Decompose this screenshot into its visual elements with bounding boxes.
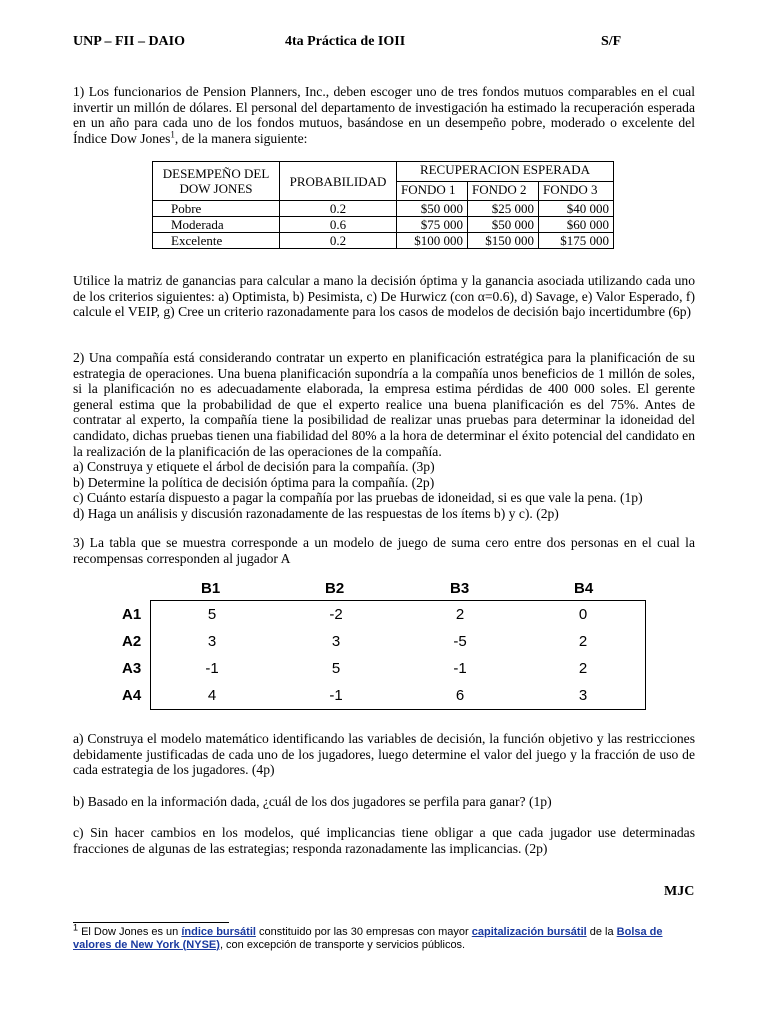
- footnote-text: constituido por las 30 empresas con mayor: [255, 926, 472, 938]
- col-header: B2: [325, 580, 345, 597]
- list-item: d) Haga un análisis y discusión razonadamente de las respuestas de los ítems b) y c). (2p): [73, 505, 559, 521]
- header-course: UNP – FII – DAIO: [73, 34, 186, 49]
- group-header: RECUPERACION ESPERADA: [397, 162, 614, 182]
- q1-intro-text: 1) Los funcionarios de Pension Planners, Inc., deben escoger uno de tres fondos mutuos comparables en el cual invertir un millón de dólares. El personal del departamento de investigación ha estimado la recuperación esperada en un año para cada uno de los fondos mutuos, basándose en un desempeño pobre, moderado o excelente del Índice Dow Jones: [73, 84, 695, 146]
- col-probabilidad-header: PROBABILIDAD: [280, 162, 397, 201]
- q1-instructions: Utilice la matriz de ganancias para calcular a mano la decisión óptima y la ganancia asociada utilizando cada uno de los criterios siguientes: a) Optimista, b) Pesimista, c) De Hurwicz (con α=0.6), d) Savage, e) Valor Esperado, f) calcule el VEIP, g) Cree un criterio razonadamente para los casos de modelos de decisión bajo incertidumbre (6p): [73, 273, 695, 320]
- table-row: [153, 217, 614, 233]
- footnote-text: de la: [586, 926, 617, 938]
- q3-intro: 3) La tabla que se muestra corresponde a un modelo de juego de suma cero entre dos personas en el cual la recompensas corresponden al jugador A: [73, 535, 695, 566]
- matrix-cell: 2: [578, 660, 588, 677]
- q1-intro: [73, 84, 695, 146]
- matrix-cell: -1: [329, 687, 343, 704]
- fund-header-2: FONDO 2: [468, 181, 539, 201]
- q2-items: [73, 459, 695, 521]
- row-label: Excelente: [153, 233, 280, 249]
- link-indice-bursatil[interactable]: índice bursátil: [181, 926, 256, 938]
- footnote: [73, 922, 695, 951]
- table-row: [153, 233, 614, 249]
- col-header: B1: [201, 580, 221, 597]
- matrix-cell: -1: [205, 660, 219, 677]
- row-prob: 0.2: [280, 233, 397, 249]
- matrix-cell: 4: [207, 687, 217, 704]
- cell-f3: $40 000: [539, 201, 614, 217]
- link-capitalizacion-bursatil[interactable]: capitalización bursátil: [471, 926, 587, 938]
- footnote-text: , con excepción de transporte y servicios públicos.: [219, 938, 466, 951]
- footnote-marker: 1: [73, 922, 79, 933]
- footnote-divider: [73, 922, 229, 923]
- list-item: c) Cuánto estaría dispuesto a pagar la compañía por las pruebas de idoneidad, si es que vale la pena. (1p): [73, 490, 643, 506]
- row-prob: 0.2: [280, 201, 397, 217]
- fund-header-3: FONDO 3: [539, 181, 614, 201]
- row-label: Moderada: [153, 217, 280, 233]
- q1-intro-end: , de la manera siguiente:: [174, 130, 308, 146]
- fund-header-1: FONDO 1: [397, 181, 468, 201]
- list-item: b) Determine la política de decisión óptima para la compañía. (2p): [73, 474, 435, 490]
- q3-part-b: b) Basado en la información dada, ¿cuál de los dos jugadores se perfila para ganar? (1p): [73, 794, 552, 809]
- matrix-cell: -5: [453, 633, 467, 650]
- matrix-cell: 5: [207, 606, 217, 623]
- matrix-cell: 3: [207, 633, 217, 650]
- matrix-cell: -1: [453, 660, 467, 677]
- col-desempeno-header: DESEMPEÑO DEL DOW JONES: [153, 162, 280, 201]
- matrix-cell: 5: [331, 660, 341, 677]
- col-header: B4: [574, 580, 594, 597]
- matrix-cell: 2: [578, 633, 588, 650]
- matrix-cell: 2: [455, 606, 465, 623]
- footnote-ref: 1: [170, 129, 175, 140]
- cell-f2: $150 000: [468, 233, 539, 249]
- matrix-cell: 6: [455, 687, 465, 704]
- header-date: S/F: [601, 34, 622, 49]
- link-nyse[interactable]: Bolsa de valores de New York (NYSE): [73, 926, 663, 951]
- matrix-cell: 3: [331, 633, 341, 650]
- cell-f1: $75 000: [397, 217, 468, 233]
- row-header: A4: [122, 687, 142, 704]
- row-header: A1: [122, 606, 142, 623]
- cell-f2: $25 000: [468, 201, 539, 217]
- col-header: B3: [450, 580, 470, 597]
- cell-f1: $100 000: [397, 233, 468, 249]
- list-item: a) Construya y etiquete el árbol de decisión para la compañía. (3p): [73, 459, 435, 474]
- signature: MJC: [664, 884, 695, 899]
- matrix-cell: -2: [329, 606, 343, 623]
- q3-part-c: c) Sin hacer cambios en los modelos, qué implicancias tiene obligar a que cada jugador use determinadas fracciones de algunas de las estrategias; responda razonadamente las implicancias. (2p): [73, 825, 695, 856]
- cell-f3: $175 000: [539, 233, 614, 249]
- cell-f1: $50 000: [397, 201, 468, 217]
- matrix-cell: 3: [578, 687, 588, 704]
- q2-body: 2) Una compañía está considerando contratar un experto en planificación estratégica para la planificación de su estrategia de operaciones. Una buena planificación supondría a la compañía unos beneficios de 1 millón de soles, si la planificación no es adecuadamente elaborada, la empresa estima pérdidas de 400 000 soles. El gerente general estima que la probabilidad de que el experto realice una buena planificación es del 75%. Antes de contratar al experto, la compañía tiene la posibilidad de realizar unas pruebas para determinar la idoneidad del candidato, dichas pruebas tienen una fiabilidad del 80% a la hora de determinar el éxito potencial del candidato en la realización de la planificación de las operaciones de la compañía.: [73, 350, 695, 459]
- cell-f2: $50 000: [468, 217, 539, 233]
- table-row: [153, 201, 614, 217]
- row-prob: 0.6: [280, 217, 397, 233]
- cell-f3: $60 000: [539, 217, 614, 233]
- header-title: 4ta Práctica de IOII: [285, 34, 406, 49]
- q3-part-a: a) Construya el modelo matemático identificando las variables de decisión, la función objetivo y las restricciones debidamente justificadas de cada uno de los jugadores, luego determine el valor del juego y la fracción de uso de cada estrategia de los jugadores. (4p): [73, 731, 695, 778]
- footnote-text: El Dow Jones es un: [78, 926, 182, 938]
- row-label: Pobre: [153, 201, 280, 217]
- matrix-cell: 0: [578, 606, 588, 623]
- row-header: A3: [122, 660, 142, 677]
- row-header: A2: [122, 633, 142, 650]
- payoff-table: [152, 161, 614, 249]
